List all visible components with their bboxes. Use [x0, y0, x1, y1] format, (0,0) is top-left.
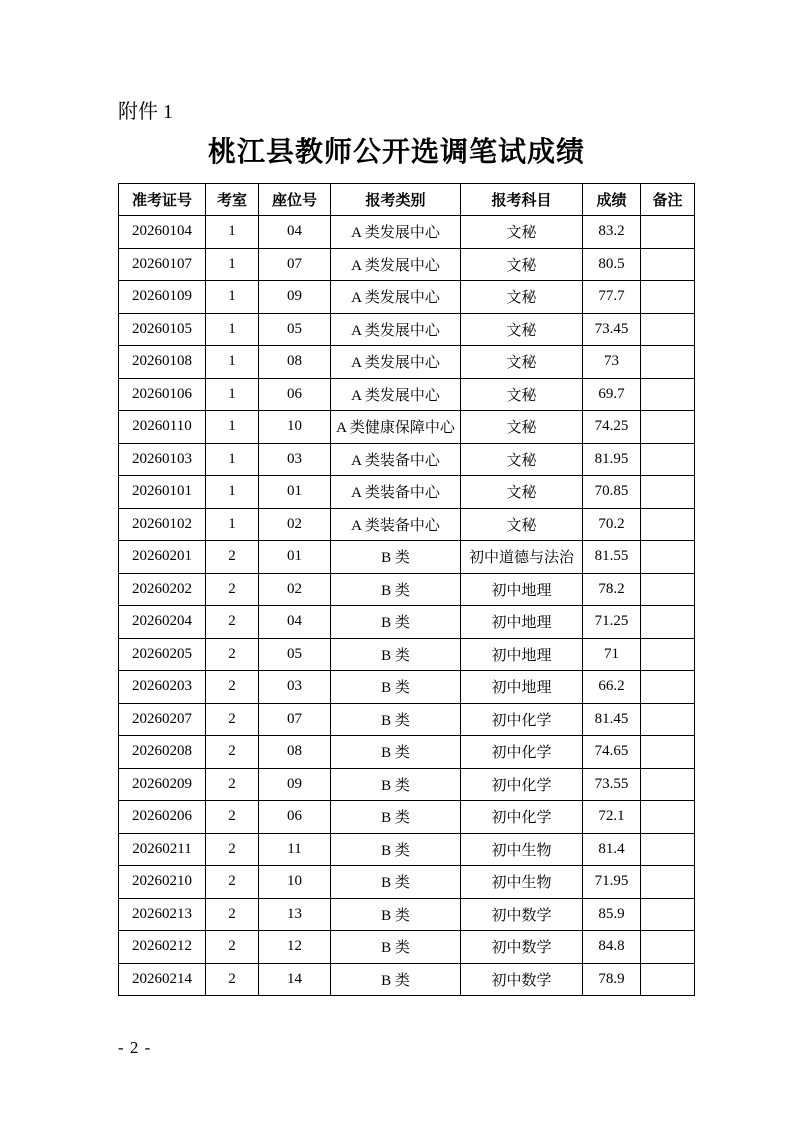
table-cell	[641, 736, 695, 769]
table-header-row	[119, 184, 695, 216]
table-cell: 2	[206, 606, 259, 639]
table-cell: 文秘	[461, 216, 583, 249]
table-cell: 1	[206, 443, 259, 476]
table-row	[119, 801, 695, 834]
table-cell: A 类发展中心	[331, 216, 461, 249]
table-row	[119, 606, 695, 639]
table-cell: 20260211	[119, 833, 206, 866]
table-cell: 70.85	[583, 476, 641, 509]
table-cell: A 类发展中心	[331, 281, 461, 314]
table-cell: 74.65	[583, 736, 641, 769]
table-cell: 09	[259, 281, 331, 314]
table-cell	[641, 378, 695, 411]
table-cell: 13	[259, 898, 331, 931]
table-cell: 初中地理	[461, 606, 583, 639]
table-cell	[641, 508, 695, 541]
table-cell: 09	[259, 768, 331, 801]
table-cell: 2	[206, 736, 259, 769]
table-cell: 20260203	[119, 671, 206, 704]
table-cell: 20260108	[119, 346, 206, 379]
table-cell: 20260104	[119, 216, 206, 249]
table-cell: 2	[206, 671, 259, 704]
table-cell: B 类	[331, 898, 461, 931]
table-cell: 14	[259, 963, 331, 996]
table-cell: 04	[259, 216, 331, 249]
table-cell: 07	[259, 248, 331, 281]
table-cell: B 类	[331, 541, 461, 574]
table-cell: 20260106	[119, 378, 206, 411]
table-row	[119, 703, 695, 736]
table-cell: 85.9	[583, 898, 641, 931]
table-cell: A 类装备中心	[331, 476, 461, 509]
table-cell: 文秘	[461, 378, 583, 411]
table-cell: B 类	[331, 866, 461, 899]
table-cell: 10	[259, 866, 331, 899]
table-cell: 71.95	[583, 866, 641, 899]
table-row	[119, 671, 695, 704]
table-row	[119, 541, 695, 574]
table-cell: A 类健康保障中心	[331, 411, 461, 444]
table-cell: 1	[206, 508, 259, 541]
table-cell: 02	[259, 508, 331, 541]
table-cell: B 类	[331, 606, 461, 639]
table-cell: 初中数学	[461, 963, 583, 996]
table-cell: 20260206	[119, 801, 206, 834]
table-row	[119, 931, 695, 964]
table-row	[119, 833, 695, 866]
table-cell	[641, 411, 695, 444]
column-header: 备注	[641, 184, 695, 216]
table-cell: B 类	[331, 963, 461, 996]
score-table	[118, 183, 695, 996]
table-cell: A 类发展中心	[331, 313, 461, 346]
table-cell: A 类装备中心	[331, 443, 461, 476]
table-cell: 81.55	[583, 541, 641, 574]
table-cell: 20260103	[119, 443, 206, 476]
table-row	[119, 378, 695, 411]
table-cell: 文秘	[461, 281, 583, 314]
table-row	[119, 573, 695, 606]
table-cell	[641, 541, 695, 574]
table-cell: 初中地理	[461, 573, 583, 606]
table-cell: 69.7	[583, 378, 641, 411]
table-cell: 08	[259, 346, 331, 379]
table-cell	[641, 346, 695, 379]
table-cell: 2	[206, 931, 259, 964]
table-cell: 初中生物	[461, 833, 583, 866]
table-cell: 73.55	[583, 768, 641, 801]
table-cell: 2	[206, 833, 259, 866]
table-cell: 2	[206, 801, 259, 834]
table-row	[119, 476, 695, 509]
table-cell	[641, 606, 695, 639]
table-cell: 84.8	[583, 931, 641, 964]
table-cell: 07	[259, 703, 331, 736]
table-cell: 20260210	[119, 866, 206, 899]
table-cell	[641, 898, 695, 931]
table-cell	[641, 801, 695, 834]
table-row	[119, 248, 695, 281]
table-cell: 1	[206, 216, 259, 249]
table-cell: 文秘	[461, 346, 583, 379]
table-cell: 1	[206, 476, 259, 509]
table-row	[119, 346, 695, 379]
table-cell: 11	[259, 833, 331, 866]
table-cell: 20260212	[119, 931, 206, 964]
table-cell: 文秘	[461, 443, 583, 476]
table-cell: 72.1	[583, 801, 641, 834]
table-cell	[641, 931, 695, 964]
table-cell: 2	[206, 703, 259, 736]
table-row	[119, 281, 695, 314]
table-cell: 1	[206, 248, 259, 281]
table-row	[119, 963, 695, 996]
table-cell: B 类	[331, 833, 461, 866]
table-cell: 20260208	[119, 736, 206, 769]
table-cell: 2	[206, 898, 259, 931]
table-cell: 初中化学	[461, 736, 583, 769]
table-cell: 20260213	[119, 898, 206, 931]
page-number: - 2 -	[118, 1038, 152, 1057]
document-title: 桃江县教师公开选调笔试成绩	[207, 137, 585, 168]
table-cell: 71	[583, 638, 641, 671]
table-cell: 04	[259, 606, 331, 639]
table-cell: 1	[206, 346, 259, 379]
table-cell: 73	[583, 346, 641, 379]
table-cell: 初中地理	[461, 638, 583, 671]
table-cell: 70.2	[583, 508, 641, 541]
table-cell: 20260209	[119, 768, 206, 801]
table-cell: 05	[259, 638, 331, 671]
table-cell: B 类	[331, 801, 461, 834]
table-cell	[641, 443, 695, 476]
table-cell: 77.7	[583, 281, 641, 314]
table-cell: 03	[259, 443, 331, 476]
table-row	[119, 638, 695, 671]
table-cell: 1	[206, 378, 259, 411]
table-cell	[641, 866, 695, 899]
table-cell: 08	[259, 736, 331, 769]
table-body	[119, 216, 695, 996]
table-cell	[641, 248, 695, 281]
table-cell: 78.2	[583, 573, 641, 606]
table-cell: 06	[259, 378, 331, 411]
table-row	[119, 768, 695, 801]
table-cell: 文秘	[461, 411, 583, 444]
table-cell: 初中化学	[461, 703, 583, 736]
table-cell: 初中数学	[461, 931, 583, 964]
table-cell: 初中地理	[461, 671, 583, 704]
table-cell: 2	[206, 866, 259, 899]
column-header: 成绩	[583, 184, 641, 216]
table-cell: A 类发展中心	[331, 378, 461, 411]
table-cell: 2	[206, 573, 259, 606]
table-cell	[641, 216, 695, 249]
table-cell: 文秘	[461, 248, 583, 281]
table-cell: 1	[206, 313, 259, 346]
table-cell: 20260205	[119, 638, 206, 671]
table-cell: B 类	[331, 703, 461, 736]
column-header: 考室	[206, 184, 259, 216]
table-cell: 1	[206, 281, 259, 314]
column-header: 座位号	[259, 184, 331, 216]
column-header: 准考证号	[119, 184, 206, 216]
table-cell: 20260110	[119, 411, 206, 444]
table-cell: 81.45	[583, 703, 641, 736]
table-cell: 20260214	[119, 963, 206, 996]
table-cell: 05	[259, 313, 331, 346]
table-cell	[641, 638, 695, 671]
table-cell	[641, 313, 695, 346]
table-cell	[641, 768, 695, 801]
table-cell: 初中化学	[461, 801, 583, 834]
table-cell: B 类	[331, 671, 461, 704]
table-cell	[641, 573, 695, 606]
table-cell: 66.2	[583, 671, 641, 704]
table-cell: 初中道德与法治	[461, 541, 583, 574]
table-cell	[641, 703, 695, 736]
table-cell	[641, 476, 695, 509]
table-cell: 12	[259, 931, 331, 964]
table-cell: A 类装备中心	[331, 508, 461, 541]
table-cell: 文秘	[461, 313, 583, 346]
table-cell: 01	[259, 476, 331, 509]
attachment-label: 附件 1	[118, 101, 173, 123]
table-cell: 初中生物	[461, 866, 583, 899]
table-cell	[641, 281, 695, 314]
table-cell: 20260109	[119, 281, 206, 314]
table-cell: 02	[259, 573, 331, 606]
table-cell: 2	[206, 963, 259, 996]
table-cell: 20260107	[119, 248, 206, 281]
table-cell: 2	[206, 541, 259, 574]
table-cell: 文秘	[461, 476, 583, 509]
table-cell: A 类发展中心	[331, 346, 461, 379]
table-cell: 20260201	[119, 541, 206, 574]
table-cell: 20260101	[119, 476, 206, 509]
table-cell: 20260202	[119, 573, 206, 606]
table-cell	[641, 671, 695, 704]
table-row	[119, 216, 695, 249]
table-cell: B 类	[331, 931, 461, 964]
table-cell: 80.5	[583, 248, 641, 281]
table-row	[119, 898, 695, 931]
table-row	[119, 866, 695, 899]
table-cell: 83.2	[583, 216, 641, 249]
table-cell: 81.4	[583, 833, 641, 866]
table-row	[119, 443, 695, 476]
column-header: 报考科目	[461, 184, 583, 216]
table-cell: 20260105	[119, 313, 206, 346]
table-cell: 2	[206, 768, 259, 801]
table-cell: 73.45	[583, 313, 641, 346]
table-cell: B 类	[331, 768, 461, 801]
table-cell: 1	[206, 411, 259, 444]
table-cell: 06	[259, 801, 331, 834]
table-cell: 78.9	[583, 963, 641, 996]
table-cell: 71.25	[583, 606, 641, 639]
table-row	[119, 313, 695, 346]
table-cell: B 类	[331, 736, 461, 769]
table-row	[119, 411, 695, 444]
table-row	[119, 736, 695, 769]
table-cell: 81.95	[583, 443, 641, 476]
table-cell: 初中数学	[461, 898, 583, 931]
table-cell: 20260204	[119, 606, 206, 639]
table-cell	[641, 963, 695, 996]
table-cell: 03	[259, 671, 331, 704]
table-cell: 文秘	[461, 508, 583, 541]
table-row	[119, 508, 695, 541]
table-cell: 01	[259, 541, 331, 574]
table-cell: A 类发展中心	[331, 248, 461, 281]
table-cell	[641, 833, 695, 866]
table-cell: 74.25	[583, 411, 641, 444]
table-cell: 2	[206, 638, 259, 671]
column-header: 报考类别	[331, 184, 461, 216]
table-cell: 20260102	[119, 508, 206, 541]
table-cell: B 类	[331, 573, 461, 606]
table-cell: 初中化学	[461, 768, 583, 801]
table-cell: 20260207	[119, 703, 206, 736]
table-cell: B 类	[331, 638, 461, 671]
table-cell: 10	[259, 411, 331, 444]
